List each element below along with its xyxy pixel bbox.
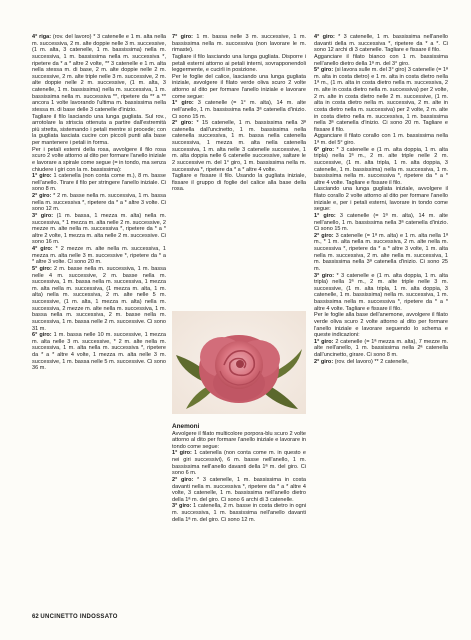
paragraph-text: Lasciando una lunga gugliata iniziale, avvolgere il filato corallo 2 volte attorno al dito per formare l'anello iniziale e, per i petali esterni, lavorare in tondo come segue: xyxy=(314,186,448,213)
paragraph xyxy=(314,213,448,233)
paragraph xyxy=(314,147,448,187)
round-label: 2° giro: xyxy=(314,232,334,239)
paragraph xyxy=(172,477,306,504)
paragraph-text: (rov. del lavoro) * 3 catenelle e 1 m. alta nella m. successiva, 2 m. alte doppie nelle 3 m. successive, (1 m. alta, 3 catenelle, 1 m. bassissima) nella m. successiva, 1 m. bassissima nella m. successiva *, ripetere da * a * altre 2 volte, ** 3 catenelle e 1 m. alta nella stessa m. di base, 2 m. alte doppie nelle 2 m. successive, 2 m. alte triple nelle 3 m. successive, 2 m. alte doppie nelle 2 m. successive, (1 m. alta, 3 catenelle, 1 m. bassissima) nella m. successiva, 1 m. bassissima nella m. successiva **, ripetere da ** a ** ancora 1 volte lavorando l'ultima m. bassissima nella stessa m. di base delle 3 catenelle d'inizio. xyxy=(32,34,166,113)
text-column-2-bottom xyxy=(172,423,306,523)
round-label: 1° giro: xyxy=(32,173,52,180)
paragraph xyxy=(32,34,166,114)
paragraph xyxy=(32,193,166,213)
paragraph xyxy=(32,332,166,372)
paragraph-text: 2 m. basse nella m. successiva, 1 m. bassa nelle 4 m. successive, 2 m. basse nella m. successiva, 1 m. bassa nella m. successiva, 1 mezza m. alta nella m. successiva, (1 mezza m. alta, 1 m. alta) nella m. successiva, 2 m. alte nelle 5 m. successive, (1 m. alta, 1 mezza m. alta) nella m. successiva, 2 mezze m. alte nella m. successiva, 1 m. bassa nella m. successiva, 2 m. basse nella m. successiva, 1 m. bassa nelle 2 m. successive. Ci sono 31 m. xyxy=(32,265,166,332)
paragraph-text: 3 catenelle (= 1° m. alta), 14 m. alte nell'anello, 1 m. bassissima nella 3ª catenella d'inizio. Ci sono 15 m. xyxy=(172,100,306,120)
round-label: 1° giro: xyxy=(314,212,336,219)
paragraph xyxy=(314,186,448,213)
paragraph xyxy=(172,450,306,477)
paragraph-text: (si lavora sulle m. del 3° giro) 3 catenelle (= 1ª m. alta in costa dietro) e 1 m. alta in costa dietro nella 1ª m., (1 m. alta in costa dietro nella m. successiva, 2 m. alte in costa dietro nella m. successiva) per 2 volte, 2 m. alte in costa dietro nelle 2 m. successive, (1 m. alta in costa dietro nella m. successiva, 2 m. alte in costa dietro nella m. successiva) per 2 volte, 2 m. alte in costa dietro nella m. successiva, 1 m. bassissima nella 3ª catenella d'inizio. Ci sono 20 m. Tagliare e fissare il filo. xyxy=(314,67,448,133)
round-label: 6° giro: xyxy=(314,146,335,153)
paragraph-text: Agganciare il filato bianco con 1 m. bassissima nell'anello dietro della 1ª m. del 3° giro. xyxy=(314,53,448,67)
round-label: 6° giro: xyxy=(32,332,52,339)
paragraph xyxy=(172,120,306,173)
paragraph xyxy=(32,173,166,193)
paragraph-text: * 3 catenelle e (1 m. alta doppia, 1 m. alta tripla) nella 1ª m., 2 m. alte triple nelle 3 m. successive, (1 m. alta tripla, 1 m. alta doppia, 3 catenelle, 1 m. bassissima) nella m. successiva, 1 m. bassissima nella m. successiva *, ripetere da * a * altre 4 volte. Tagliare e fissare il filo. xyxy=(314,272,448,312)
paragraph xyxy=(314,339,448,359)
paragraph-text: * 3 catenelle e (1 m. alta doppia, 1 m. alta tripla) nella 1ª m., 2 m. alte triple nelle 2 m. successive, (1 m. alta tripla, 1 m. alta doppia, 3 catenelle, 1 m. bassissima) nella m. successiva, 1 m. bassissima nella m. successiva *, ripetere da * a * altre 4 volte. Tagliare e fissare il filo. xyxy=(314,146,448,186)
round-label: 4° giro: xyxy=(32,246,53,252)
section-heading: Anemoni xyxy=(172,423,200,430)
round-label: 3° giro: xyxy=(172,503,192,510)
paragraph-text: Avvolgere il filato multicolore porpora-blu scuro 2 volte attorno al dito per formare l'anello iniziale e lavorare in tondo come segue: xyxy=(172,430,306,450)
paragraph-text: * 15 catenelle, 1 m. bassissima nella 3ª catenella dall'uncinetto, 1 m. bassissima nella catenella successiva, 1 m. bassa nella catenella successiva, 1 mezza m. alta nella catenella successiva, 1 m. alta nelle 3 catenelle successive, 1 m. alta doppia nelle 6 catenelle successive, saltare le 2 successive m. del 1° giro, 1 m. bassissima nella m. successiva *, ripetere da * a * altre 4 volte. xyxy=(172,120,306,173)
paragraph xyxy=(172,100,306,120)
rose-illustration xyxy=(172,311,306,414)
paragraph-text: 1 catenella (non conta come m.), 8 m. basse nell'anello. Tirare il filo per stringere l'anello iniziale. Ci sono 8 m. xyxy=(32,173,166,193)
paragraph xyxy=(314,312,448,339)
paragraph-text: 3 catenelle (= 1ª m. alta) e 1 m. alta nella 1ª m., * 1 m. alta nella m. successiva, 2 m. alte nella m. successiva *, ripetere da * a * altre 3 volte, 1 m. alta nella m. successiva, 2 m. alte nella m. successiva, 1 m. bassissima nella 3ª catenella d'inizio. Ci sono 25 m. xyxy=(314,232,448,272)
paragraph xyxy=(32,266,166,332)
crochet-flower-photo xyxy=(172,311,306,414)
paragraph xyxy=(172,431,306,451)
paragraph-text: * 3 catenelle, 1 m. bassissima in costa davanti nella m. successiva *, ripetere da * a * altre 4 volte, 3 catenelle, 1 m. bassissima nell'anello dietro della 1ª m. del giro. Ci sono 6 archi di 3 catenelle. xyxy=(172,476,306,503)
paragraph-text: Tagliare e fissare il filo. Usando la gugliata iniziale, fissare il gruppo di foglie del calice alla base della rosa. xyxy=(172,173,306,193)
paragraph xyxy=(172,54,306,74)
paragraph-text: 1 m. bassa nelle 3 m. successive, 1 m. bassissima nella m. successiva (non lavorare le m. rimaste). xyxy=(172,34,306,54)
paragraph-text: * 3 catenelle, 1 m. bassissima nell'anello davanti della m. successiva *, ripetere da * a *. Ci sono 12 archi di 3 catenelle. Tagliare e fissare il filo. xyxy=(314,34,448,54)
page-footer xyxy=(32,614,118,620)
round-label: 4° giro: xyxy=(314,34,335,40)
magazine-name: UNCINETTO INDOSSATO xyxy=(40,614,118,620)
paragraph-text: Per le foglie alla base dell'anemone, avvolgere il filato verde oliva scuro 2 volte attorno al dito per formare l'anello iniziale e lavorare seguendo lo schema e queste indicazioni: xyxy=(314,312,448,339)
round-label: 5° giro: xyxy=(32,265,52,272)
round-label: 4° riga: xyxy=(32,34,52,40)
paragraph-text: Tagliare il filo lasciando una lunga gugliata. Sul rov., arrotolare la striscia ottenuta a partire dall'estremità più stretta, sistemando i petali mentre si procede; con la gugliata lasciata cucire con piccoli punti alla base per mantenere i petali in forma. xyxy=(32,113,166,146)
round-label: 3° giro: xyxy=(32,212,54,219)
round-label: 7° giro: xyxy=(172,34,193,40)
paragraph-text: 1 catenella (non conta come m. in questo e nei giri successivi), 6 m. basse nell'anello, 1 m. bassissima nell'anello davanti della 1ª m. del giro. Ci sono 6 m. xyxy=(172,450,306,477)
round-label: 2° giro: xyxy=(172,120,194,127)
text-column-1 xyxy=(32,34,166,372)
round-label: 2° giro: xyxy=(172,476,194,483)
round-label: 1° giro: xyxy=(172,100,194,107)
paragraph xyxy=(314,67,448,133)
round-label: 1° giro: xyxy=(314,338,334,345)
paragraph xyxy=(314,133,448,146)
paragraph xyxy=(32,114,166,147)
paragraph xyxy=(172,34,306,54)
paragraph xyxy=(314,273,448,313)
paragraph-text: * 2 mezze m. alte nella m. successiva, 1 mezza m. alta nelle 3 m. successive *, ripetere da * a * altre 3 volte. Ci sono 20 m. xyxy=(32,246,166,266)
round-label: 5° giro: xyxy=(314,67,334,74)
paragraph xyxy=(32,147,166,174)
round-label: 1° giro: xyxy=(172,450,192,457)
paragraph xyxy=(314,34,448,54)
page-number: 62 xyxy=(32,614,39,620)
paragraph-text: 3 catenelle (= 1ª m. alta), 14 m. alte nell'anello, 1 m. bassissima nella 3ª catenella d'inizio. Ci sono 15 m. xyxy=(314,212,449,233)
paragraph-text: Tagliare il filo lasciando una lunga gugliata. Disporre i petali esterni attorno ai petali interni, sovrapponendoli leggermente, e cucirli in posizione. xyxy=(172,53,306,74)
paragraph-text: (1 m. bassa, 1 mezza m. alta) nella m. successiva, * 1 mezza m. alta nelle 2 m. successive, 2 mezze m. alte nella m. successiva *, ripetere da * a * altre 2 volte, 1 mezza m. alta nelle 2 m. successive. Ci sono 16 m. xyxy=(32,212,167,246)
paragraph xyxy=(314,54,448,67)
paragraph xyxy=(314,233,448,273)
paragraph-text: Agganciare il filato corallo con 1 m. bassissima nella 1ª m. del 5° giro. xyxy=(314,133,448,146)
paragraph-text: 1 catenella, 2 m. basse in costa dietro in ogni m. successiva, 1 m. bassissima nell'anello davanti della 1ª m. del giro. Ci sono 12 m. xyxy=(172,503,307,523)
paragraph-text: Per le foglie del calice, lasciando una lunga gugliata iniziale, avvolgere il filato verde oliva scuro 2 volte attorno al dito per formare l'anello iniziale e lavorare come segue: xyxy=(172,73,306,100)
round-label: 3° giro: xyxy=(314,272,335,279)
text-column-2-top xyxy=(172,34,306,193)
round-label: 2° giro: xyxy=(314,358,334,365)
paragraph xyxy=(32,213,166,246)
round-label: 2° giro: xyxy=(32,193,52,199)
paragraph xyxy=(172,173,306,193)
paragraph-text: Per i petali esterni della rosa, avvolgere il filo rosa scuro 2 volte attorno al dito per formare l'anello iniziale e lavorare a spirale come segue (= in tondo, ma senza chiudere i giri con la m. bassissima): xyxy=(32,146,166,173)
paragraph-text: * 2 m. basse nella m. successiva, 1 m. bassa nella m. successiva *, ripetere da * a * altre 3 volte. Ci sono 12 m. xyxy=(32,193,166,213)
paragraph-text: 1 m. bassa nelle 10 m. successive, 1 mezza m. alta nelle 3 m. successive, * 2 m. alte nella m. successiva, 1 m. alta nella m. successiva *, ripetere da * a * altre 4 volte, 1 mezza m. alta nelle 3 m. successive, 1 m. bassa nelle 5 m. successive. Ci sono 36 m. xyxy=(32,332,167,372)
paragraph xyxy=(314,359,448,366)
paragraph xyxy=(172,74,306,101)
paragraph xyxy=(172,503,306,523)
text-column-3 xyxy=(314,34,448,365)
paragraph-text: 2 catenelle (= 1ª mezza m. alta), 7 mezze m. alte nell'anello, 1 m. bassissima nella 2ª catenella dall'uncinetto, girare. Ci sono 8 m. xyxy=(314,338,449,358)
paragraph-text: (rov. del lavoro) ** 2 catenelle, xyxy=(333,358,409,365)
paragraph xyxy=(32,246,166,266)
